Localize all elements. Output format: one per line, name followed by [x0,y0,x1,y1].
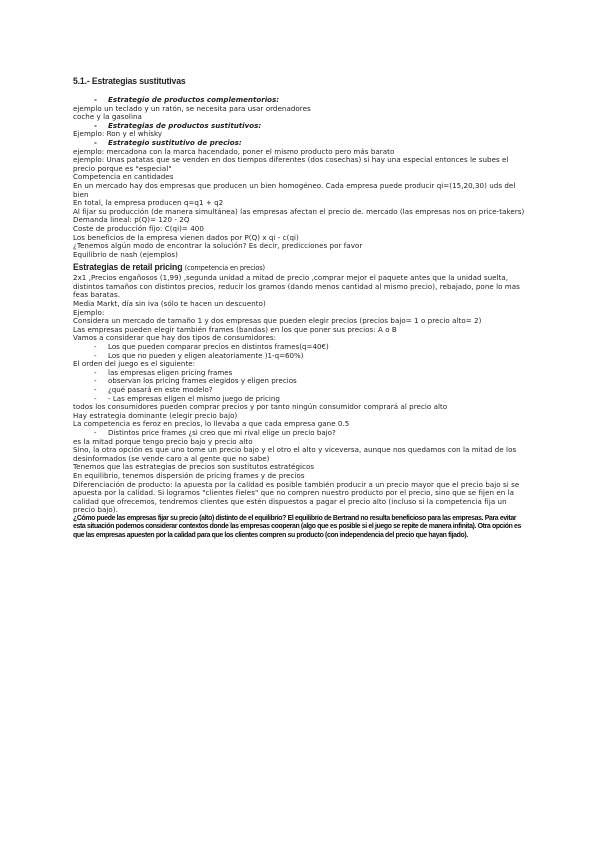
list-item: - Distintos price frames ¿si creo que mi rival elige un precio bajo? [73,429,528,438]
subheading-bullet: - Estrategio sustitutivo de precios: [73,139,528,148]
paragraph: En equilibrio, tenemos dispersión de pricing frames y de precios [73,470,305,480]
subheading-bullet: - Estrategio de productos complementorios: [73,96,528,105]
paragraph: Sino, la otra opción es que uno tome un precio bajo y el otro el alto y viceversa, aunque nos quedamos con la mitad de los desinformados (se vende caro a al gente que no sabe) [73,445,517,463]
paragraph: Considera un mercado de tamaño 1 y dos empresas que pueden elegir precios (precios bajo= 1 o precio alto= 2) [73,316,482,326]
paragraph: Diferenciación de producto: la apuesta por la calidad es posible también producir a un precio mayor que el precio bajo si se apuesta por la calidad. Si logramos "clientes fieles" que no compren nuestro producto por el precio, sino que se fijen en la calidad que ofrecemos, tendremos clientes que estén dispuestos a pagar el precio alto (incluso si la competencia fija un precio bajo). [73,479,520,515]
paragraph: Hay estrategia dominante (elegir precio bajo) [73,410,238,420]
list-item: - Los que no pueden y eligen aleatoriamente )1-q=60%) [73,352,528,361]
paragraph: 2x1 ,Precios engañosos (1,99) ,segunda unidad a mitad de precio ,comprar mejor el paquete antes que la unidad suelta, distintos tamaños con distintos precios, reducir los gramos (dando menos cantidad al mismo precio), rebajado, pone lo mas feas baratas. [73,273,520,300]
retail-pricing-title: Estrategias de retail pricing [73,262,183,274]
paragraph: Vamos a considerar que hay dos tipos de consumidores: [73,333,277,343]
paragraph: Las empresas pueden elegir también frames (bandas) en los que poner sus precios: A o B [73,324,397,334]
list-item: - ¿qué pasará en este modelo? [73,386,528,395]
paragraph: Los beneficios de la empresa vienen dados por P(Q) x qi - c(qi) [73,232,299,242]
section-body-sustitutivas [73,96,528,259]
paragraph: todos los consumidores pueden comprar precios y por tanto ningún consumidor comprará al precio alto [73,402,448,412]
list-item: - Los que pueden comparar precios en distintos frames(q=40€) [73,343,528,352]
paragraph: Coste de producción fijo: C(qi)= 400 [73,223,204,233]
paragraph: Demanda lineal: p(Q)= 120 - 2Q [73,215,190,225]
paragraph: coche y la gasolina [73,112,142,122]
paragraph: Ejemplo: Ron y el whisky [73,129,163,139]
paragraph: Tenemos que las estrategias de precios son sustitutos estratégicos [73,462,315,472]
paragraph: Al fijar su producción (de manera simultánea) las empresas afectan el precio de. mercado (las empresas nos on price-takers) [73,206,525,216]
section-title-estrategias-sustitutivas: 5.1.- Estrategias sustitutivas [73,76,186,87]
section-title-retail-pricing [73,262,483,273]
paragraph: ejemplo un teclado y un ratón, se necesita para usar ordenadores [73,103,311,113]
bold-paragraph: ¿Cómo puede las empresas fijar su precio (alto) distinto de el equilibrio? El equilibrio de Bertrand no resulta beneficioso para las empresas. Para evitar esta situación podemos considerar contextos donde las empresas cooperan (algo que es posible si el juego se repite de manera infinita). Otra opción es que las empresas apuesten por la calidad para que los clientes compren su producto (con independencia del precio que hayan fijado). [73,514,521,539]
paragraph: En total, la empresa producen q=q1 + q2 [73,198,224,208]
paragraph: En un mercado hay dos empresas que producen un bien homogéneo. Cada empresa puede producir qi=(15,20,30) uds del bien [73,180,516,199]
paragraph: La competencia es feroz en precios, lo llevaba a que cada empresa gane 0.5 [73,419,350,429]
paragraph: Equilibrio de nash (ejemplos) [73,249,178,259]
paragraph: ejemplo: Unas patatas que se venden en dos tiempos diferentes (dos cosechas) si hay una especial entonces le subes el precio porque es "especial" [73,155,509,173]
paragraph: ejemplo: mercadona con la marca hacendado, poner el mismo producto pero más barato [73,146,395,156]
retail-pricing-subtitle: (competencia en precios) [184,263,265,273]
paragraph: Competencia en cantidades [73,172,174,182]
list-item: - - Las empresas eligen el mismo juego de pricing [73,395,528,404]
list-item: - las empresas eligen pricing frames [73,369,528,378]
list-item: - observan los pricing frames elegidos y eligen precios [73,377,528,386]
paragraph: es la mitad porque tengo precio bajo y precio alto [73,436,253,446]
paragraph: Ejemplo: [73,307,105,317]
paragraph: El orden del juego es el siguiente: [73,359,196,369]
subheading-bullet: - Estrategias de productos sustitutivos: [73,122,528,131]
paragraph: Media Markt, día sin iva (sólo te hacen un descuento) [73,299,266,309]
document-page [73,74,528,540]
paragraph: ¿Tenemos algún modo de encontrar la solución? Es decir, predicciones por favor [73,241,363,251]
section-body-retail-pricing [73,274,528,540]
